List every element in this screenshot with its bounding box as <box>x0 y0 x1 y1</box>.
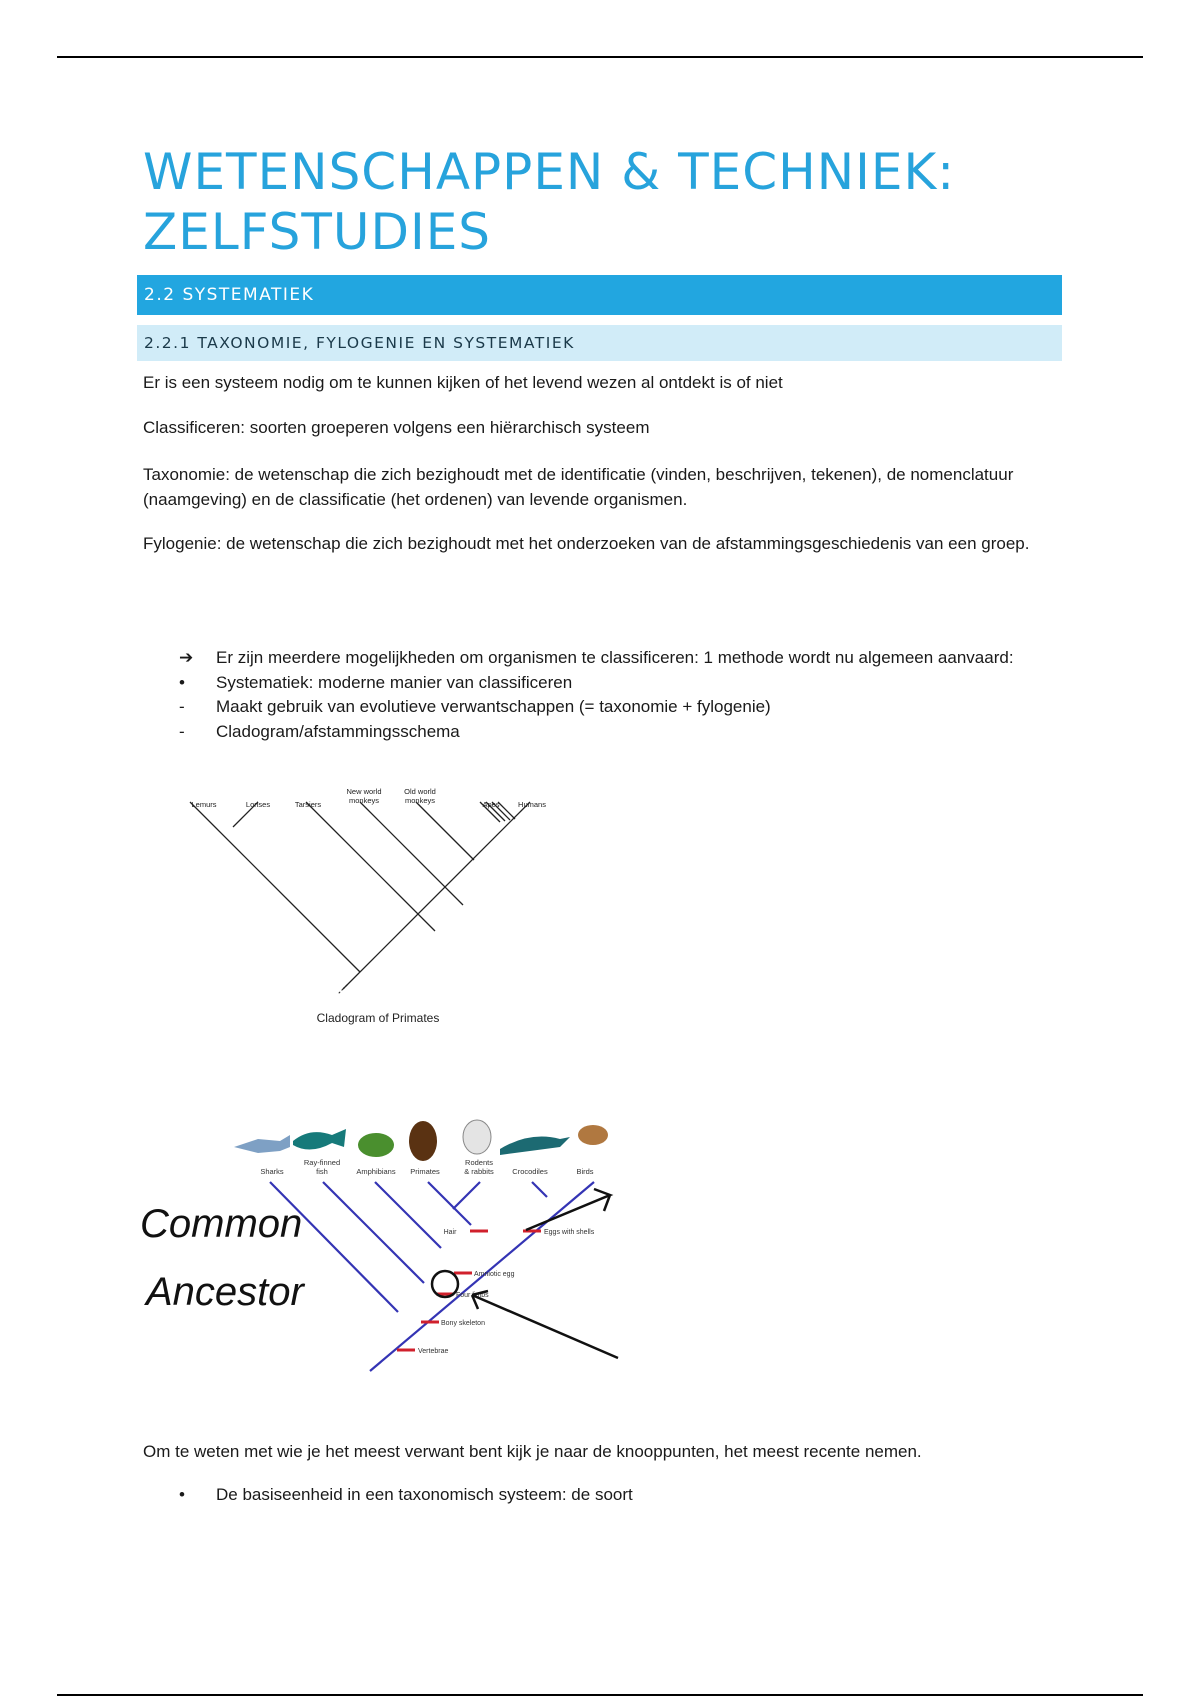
trait-label: Amniotic egg <box>474 1271 515 1278</box>
taxon-label: Amphibians <box>356 1167 396 1176</box>
list-item-text: Er zijn meerdere mogelijkheden om organismen te classificeren: 1 methode wordt nu algemeen aanvaard: <box>216 648 1014 667</box>
paragraph-3: Taxonomie: de wetenschap die zich bezighoudt met de identificatie (vinden, beschrijven, tekenen), de nomenclatuur (naamgeving) en de classificatie (het ordenen) van levende organismen. <box>143 465 1014 509</box>
taxon-label: Crocodiles <box>512 1167 548 1176</box>
list-item <box>143 671 1063 696</box>
cladogram-branches <box>190 802 530 989</box>
arrow-icon: ➔ <box>179 648 194 667</box>
primate-icon <box>409 1121 437 1161</box>
taxon-label: Lorises <box>245 800 271 809</box>
cladogram-root <box>338 989 343 994</box>
taxon-label: Apes <box>482 800 500 809</box>
bullet-icon: • <box>179 1485 185 1504</box>
taxon-label: Ray-finned <box>303 1158 341 1167</box>
list-item <box>143 720 1063 745</box>
handdrawn-arrow-up-icon <box>526 1189 610 1230</box>
list-item-text: Systematiek: moderne manier van classificeren <box>216 672 573 692</box>
header-rule <box>57 56 1143 58</box>
taxon-label: New world <box>346 787 382 796</box>
trait-label: Eggs with shells <box>544 1229 595 1236</box>
frog-icon <box>358 1133 394 1157</box>
taxon-label: monkeys <box>348 796 380 805</box>
list-item <box>143 1483 1063 1508</box>
animal-icons <box>234 1120 608 1161</box>
bird-icon <box>578 1125 608 1145</box>
taxon-label: Old world <box>404 787 436 796</box>
dash-icon: - <box>179 721 185 741</box>
figure-caption: Cladogram of Primates <box>316 1011 440 1025</box>
list-item-text: Cladogram/afstammingsschema <box>216 721 460 741</box>
cladogram-branches <box>270 1182 594 1371</box>
taxon-label: Lemurs <box>191 800 217 809</box>
taxon-label: Tarsiers <box>294 800 322 809</box>
trait-label: Four limbs <box>456 1292 489 1299</box>
list-item-text: De basiseenheid in een taxonomisch systeem: de soort <box>216 1485 633 1504</box>
vertebrate-cladogram <box>140 1095 640 1375</box>
fish-icon <box>293 1129 346 1150</box>
bullet-icon: • <box>179 672 185 692</box>
trait-label: Vertebrae <box>418 1348 449 1355</box>
heading-1-bar: 2.2 SYSTEMATIEK <box>137 275 1062 315</box>
taxon-label: Humans <box>518 800 546 809</box>
taxon-label: Sharks <box>260 1167 284 1176</box>
handwriting-ancestor: Ancestor <box>146 1270 304 1314</box>
unit-list <box>143 1483 1063 1508</box>
list-item-text: Maakt gebruik van evolutieve verwantschappen (= taxonomie + fylogenie) <box>216 697 771 716</box>
taxon-label: Rodents <box>465 1158 493 1167</box>
paragraph-5: Om te weten met wie je het meest verwant bent kijk je naar de knooppunten, het meest recente nemen. <box>143 1442 922 1461</box>
list-item <box>143 646 1063 671</box>
paragraph-2: Classificeren: soorten groeperen volgens een hiërarchisch systeem <box>143 418 650 437</box>
trait-markers <box>397 1231 541 1350</box>
footer-rule <box>57 1694 1143 1696</box>
page-title: WETENSCHAPPEN & TECHNIEK: ZELFSTUDIES <box>143 143 956 261</box>
paragraph-1: Er is een systeem nodig om te kunnen kijken of het levend wezen al ontdekt is of niet <box>143 373 783 392</box>
dash-icon: - <box>179 697 185 716</box>
trait-label: Bony skeleton <box>441 1320 485 1327</box>
taxon-label: Primates <box>410 1167 440 1176</box>
list-item <box>143 695 1063 720</box>
handdrawn-arrow-left-icon <box>472 1291 618 1358</box>
primate-cladogram <box>180 780 560 1030</box>
taxon-label: monkeys <box>404 796 436 805</box>
paragraph-4: Fylogenie: de wetenschap die zich bezighoudt met het onderzoeken van de afstammingsgeschiedenis van een groep. <box>143 534 1030 553</box>
classification-list <box>143 646 1063 744</box>
taxon-label: fish <box>316 1167 328 1176</box>
heading-2-bar: 2.2.1 TAXONOMIE, FYLOGENIE EN SYSTEMATIEK <box>137 325 1062 361</box>
handwriting-common: Common <box>140 1202 303 1246</box>
taxon-label: Birds <box>576 1167 594 1176</box>
crocodile-icon <box>500 1137 570 1155</box>
shark-icon <box>234 1135 290 1153</box>
trait-label: Hair <box>443 1229 457 1236</box>
rabbit-icon <box>463 1120 491 1154</box>
taxon-label: & rabbits <box>464 1167 494 1176</box>
